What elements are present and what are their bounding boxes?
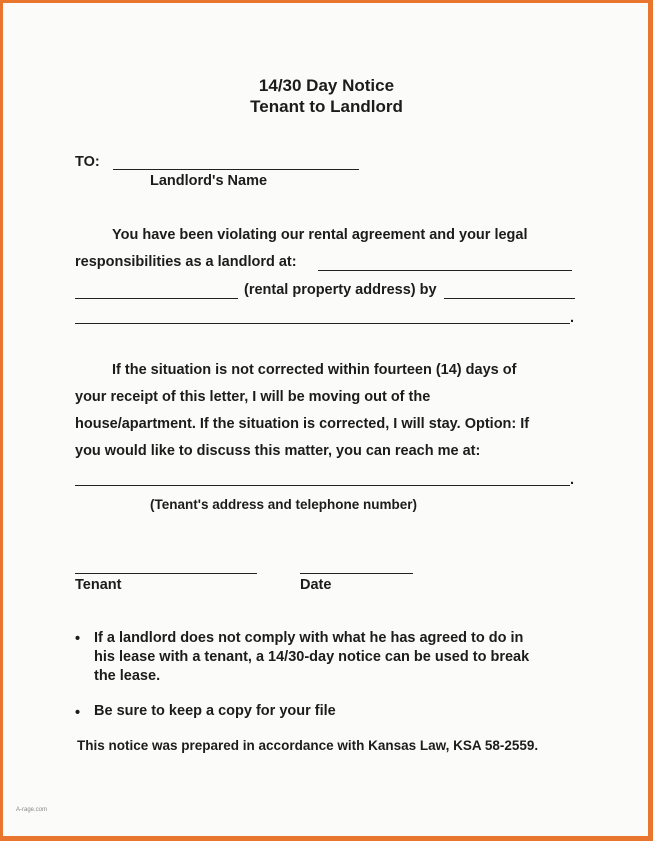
date-label: Date xyxy=(300,577,332,593)
para2-line-3: house/apartment. If the situation is corrected, I will stay. Option: If xyxy=(75,416,530,432)
bullet-1-dot: • xyxy=(75,631,81,647)
tenant-contact-label: (Tenant's address and telephone number) xyxy=(150,497,418,512)
date-signature-line xyxy=(300,573,413,574)
para2-line-4: you would like to discuss this matter, you can reach me at: xyxy=(75,443,481,459)
rental-address-line-1 xyxy=(318,270,572,271)
landlord-name-label: Landlord's Name xyxy=(150,173,268,189)
period-2: . xyxy=(570,472,575,488)
tenant-label: Tenant xyxy=(75,577,122,593)
bullet-1-line-2: his lease with a tenant, a 14/30-day notice can be used to break xyxy=(94,649,530,665)
title-line-2: Tenant to Landlord xyxy=(250,97,403,116)
para1-line-1: You have been violating our rental agreement and your legal xyxy=(112,227,528,243)
period-1: . xyxy=(570,310,575,326)
to-label: TO: xyxy=(75,154,100,170)
watermark: A-rage.com xyxy=(16,807,48,813)
footer-note: This notice was prepared in accordance with Kansas Law, KSA 58-2559. xyxy=(77,738,539,753)
bullet-2-dot: • xyxy=(75,705,81,721)
para2-line-1: If the situation is not corrected within fourteen (14) days of xyxy=(112,362,517,378)
tenant-contact-line xyxy=(75,485,570,486)
date-by-line xyxy=(444,298,575,299)
rental-address-label: (rental property address) by xyxy=(244,282,437,298)
rental-address-line-2 xyxy=(75,298,238,299)
tenant-signature-line xyxy=(75,573,257,574)
para1-line-2: responsibilities as a landlord at: xyxy=(75,254,297,270)
bullet-1-line-3: the lease. xyxy=(94,668,161,684)
bullet-1-line-1: If a landlord does not comply with what he has agreed to do in xyxy=(94,630,524,646)
title-line-1: 14/30 Day Notice xyxy=(258,76,395,95)
rental-address-line-3 xyxy=(75,323,570,324)
para2-line-2: your receipt of this letter, I will be moving out of the xyxy=(75,389,431,405)
bullet-2-text: Be sure to keep a copy for your file xyxy=(94,703,336,719)
landlord-name-line xyxy=(113,169,359,170)
